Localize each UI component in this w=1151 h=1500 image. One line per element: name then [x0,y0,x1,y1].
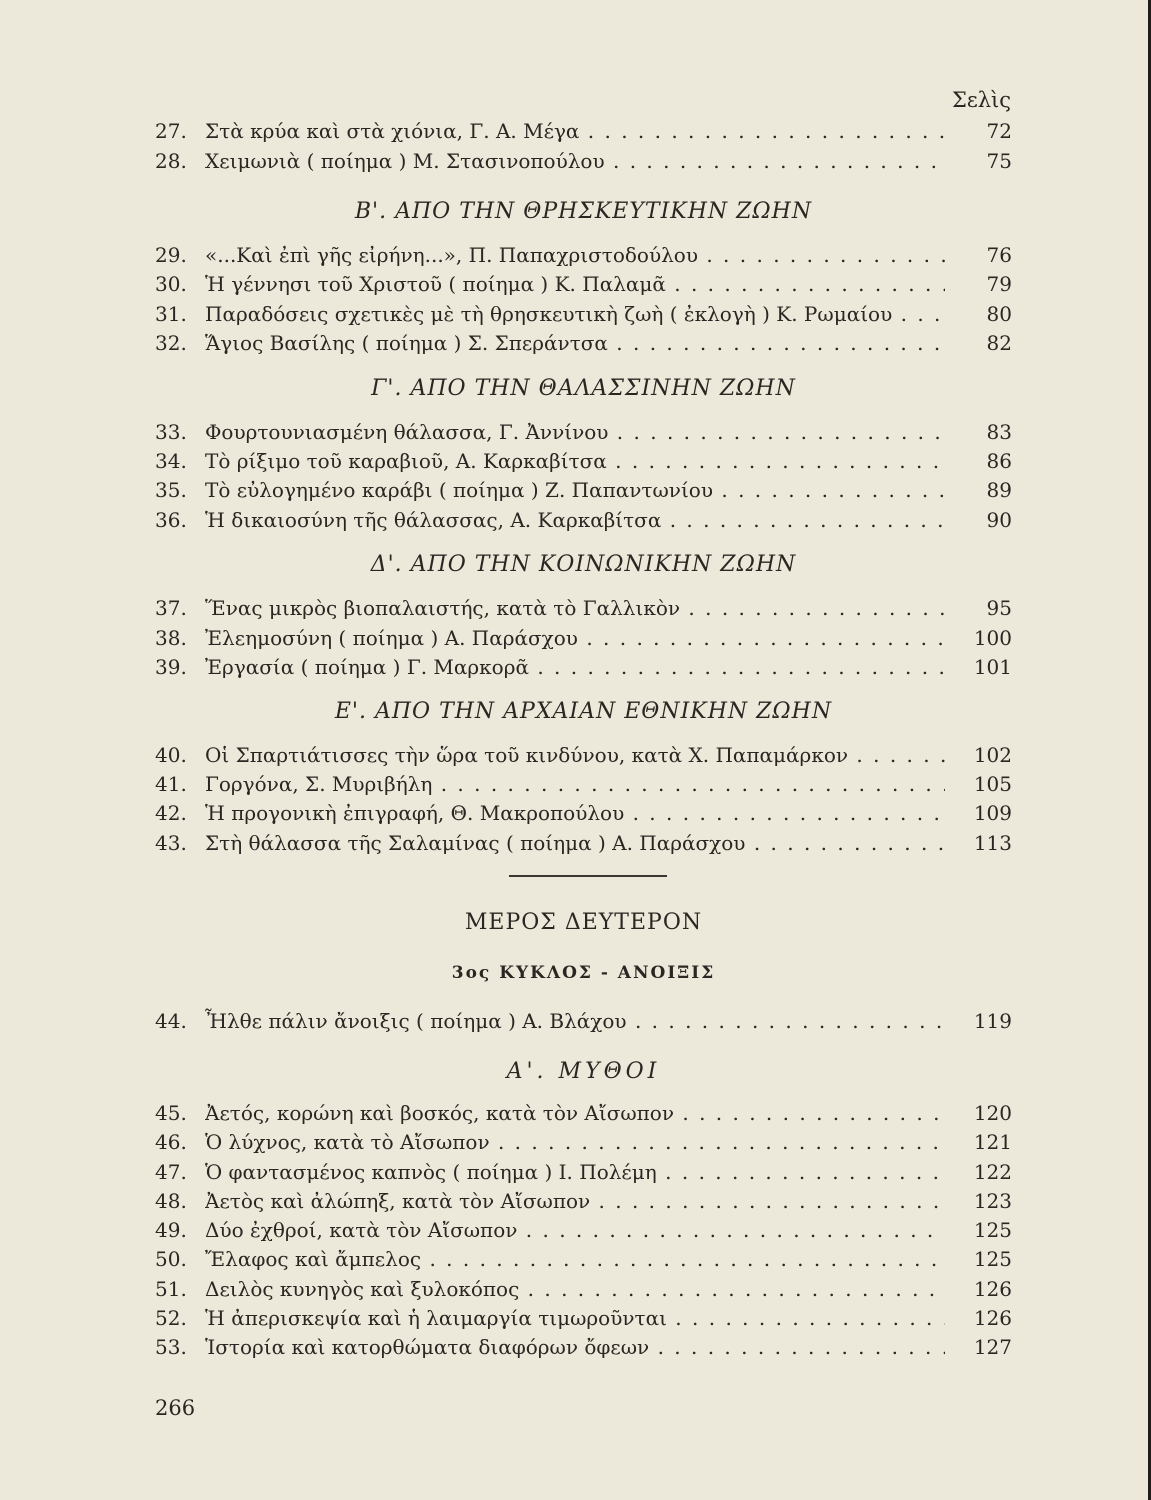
toc-entry [155,769,1012,799]
section-divider [509,875,667,877]
toc-entry [155,1244,1012,1274]
entry-title: Ἀετὸς καὶ ἀλώπηξ, κατὰ τὸν Αἴσωπον . . . [205,1186,945,1216]
entry-page: 121 [973,1130,1012,1154]
entry-page: 75 [986,149,1012,173]
entry-title: Ἡ προγονικὴ ἐπιγραφή, Θ. Μακροπούλου . . . [205,798,945,828]
entry-title: Ἕνας μικρὸς βιοπαλαιστής, κατὰ τὸ Γαλλικὸν . . . [205,593,945,623]
entry-title: Ἡ δικαιοσύνη τῆς θάλασσας, Α. Καρκαβίτσα . . . [205,505,945,535]
entry-title: Ἦλθε πάλιν ἄνοιξις ( ποίημα ) Α. Βλάχου . . . [205,1006,945,1036]
entry-page: 101 [973,655,1012,679]
entry-number: 34. [155,449,187,473]
entry-page: 82 [986,331,1012,355]
entry-title: Παραδόσεις σχετικὲς μὲ τὴ θρησκευτικὴ ζωὴ ( ἐκλογὴ ) Κ. Ρωμαίου . . . [205,299,945,329]
entry-page: 83 [986,420,1012,444]
toc-entry [155,475,1012,505]
entry-page: 100 [973,626,1012,650]
entry-number: 35. [155,478,187,502]
toc-entry [155,299,1012,329]
section-heading: Α'. ΜΥΘΟΙ [506,1059,661,1084]
entry-title: Ἔλαφος καὶ ἄμπελος . . . [205,1244,945,1274]
entry-title: Ὁ λύχνος, κατὰ τὸ Αἴσωπον . . . [205,1127,945,1157]
entry-number: 48. [155,1189,187,1213]
entry-title: Ἱστορία καὶ κατορθώματα διαφόρων ὄφεων . . . [205,1332,945,1362]
entry-number: 50. [155,1247,187,1271]
entry-number: 43. [155,831,187,855]
section-heading: Δ'. ΑΠΟ ΤΗΝ ΚΟΙΝΩΝΙΚΗΝ ΖΩΗΝ [370,552,797,577]
entry-number: 45. [155,1101,187,1125]
entry-number: 52. [155,1306,187,1330]
entry-page: 123 [973,1189,1012,1213]
toc-entry [155,505,1012,535]
entry-number: 53. [155,1335,187,1359]
entry-title: «...Καὶ ἐπὶ γῆς εἰρήνη...», Π. Παπαχριστοδούλου . . . [205,240,945,270]
entry-number: 36. [155,508,187,532]
entry-number: 27. [155,119,187,143]
entry-number: 42. [155,801,187,825]
entry-page: 122 [973,1160,1012,1184]
entry-page: 89 [986,478,1012,502]
entry-page: 86 [986,449,1012,473]
entry-page: 76 [986,243,1012,267]
entry-title: Δύο ἐχθροί, κατὰ τὸν Αἴσωπον . . . [205,1215,945,1245]
toc-entry [155,116,1012,146]
entry-title: Τὸ εὐλογημένο καράβι ( ποίημα ) Ζ. Παπαντωνίου . . . [205,475,945,505]
toc-entry [155,828,1012,858]
toc-entry [155,328,1012,358]
entry-page: 105 [973,772,1012,796]
entry-title: Στὰ κρύα καὶ στὰ χιόνια, Γ. Α. Μέγα . . . [205,116,945,146]
entry-page: 126 [973,1277,1012,1301]
entry-number: 47. [155,1160,187,1184]
toc-entry [155,593,1012,623]
entry-number: 31. [155,302,187,326]
entry-title: Στὴ θάλασσα τῆς Σαλαμίνας ( ποίημα ) Α. Παράσχου . . . [205,828,945,858]
toc-entry [155,417,1012,447]
toc-entry [155,1303,1012,1333]
entry-number: 29. [155,243,187,267]
toc-entry [155,1186,1012,1216]
entry-number: 49. [155,1218,187,1242]
entry-page: 80 [986,302,1012,326]
toc-entry [155,146,1012,176]
entry-number: 39. [155,655,187,679]
toc-entry [155,269,1012,299]
page-number: 266 [155,1396,196,1420]
entry-title: Γοργόνα, Σ. Μυριβήλη . . . [205,769,945,799]
entry-page: 102 [973,743,1012,767]
entry-number: 40. [155,743,187,767]
entry-page: 126 [973,1306,1012,1330]
entry-page: 90 [986,508,1012,532]
toc-entry [155,1098,1012,1128]
toc-entry [155,798,1012,828]
entry-title: Ἅγιος Βασίλης ( ποίημα ) Σ. Σπεράντσα . . . [205,328,945,358]
entry-number: 33. [155,420,187,444]
entry-page: 120 [973,1101,1012,1125]
entry-title: Δειλὸς κυνηγὸς καὶ ξυλοκόπος . . . [205,1274,945,1304]
toc-entry [155,652,1012,682]
entry-title: Ἡ γέννησι τοῦ Χριστοῦ ( ποίημα ) Κ. Παλαμᾶ . . . [205,269,945,299]
toc-entry [155,1127,1012,1157]
part-title: ΜΕΡΟΣ ΔΕΥΤΕΡΟΝ [464,910,703,935]
entry-title: Ἀετός, κορώνη καὶ βοσκός, κατὰ τὸν Αἴσωπον . . . [205,1098,945,1128]
entry-number: 51. [155,1277,187,1301]
entry-page: 127 [973,1335,1012,1359]
toc-entry [155,740,1012,770]
entry-number: 28. [155,149,187,173]
entry-page: 95 [986,596,1012,620]
entry-number: 37. [155,596,187,620]
toc-entry [155,1274,1012,1304]
column-header-page: Σελὶς [952,88,1012,112]
entry-number: 38. [155,626,187,650]
entry-number: 46. [155,1130,187,1154]
toc-entry [155,446,1012,476]
cycle-title: 3ος ΚΥΚΛΟΣ - ΑΝΟΙΞΙΣ [451,963,716,983]
toc-entry [155,623,1012,653]
entry-page: 125 [973,1218,1012,1242]
entry-title: Τὸ ρίξιμο τοῦ καραβιοῦ, Α. Καρκαβίτσα . . . [205,446,945,476]
toc-entry [155,240,1012,270]
toc-entry [155,1332,1012,1362]
section-heading: Ε'. ΑΠΟ ΤΗΝ ΑΡΧΑΙΑΝ ΕΘΝΙΚΗΝ ΖΩΗΝ [334,699,833,724]
section-heading: Β'. ΑΠΟ ΤΗΝ ΘΡΗΣΚΕΥΤΙΚΗΝ ΖΩΗΝ [354,199,813,224]
entry-title: Χειμωνιὰ ( ποίημα ) Μ. Στασινοπούλου . . . [205,146,945,176]
entry-title: Φουρτουνιασμένη θάλασσα, Γ. Ἀννίνου . . . [205,417,945,447]
entry-page: 119 [973,1009,1012,1033]
entry-number: 44. [155,1009,187,1033]
entry-page: 79 [986,272,1012,296]
entry-number: 32. [155,331,187,355]
entry-title: Ἡ ἀπερισκεψία καὶ ἡ λαιμαργία τιμωροῦνται . . . [205,1303,945,1333]
entry-title: Ἐλεημοσύνη ( ποίημα ) Α. Παράσχου . . . [205,623,945,653]
section-heading: Γ'. ΑΠΟ ΤΗΝ ΘΑΛΑΣΣΙΝΗΝ ΖΩΗΝ [371,376,796,401]
toc-entry [155,1157,1012,1187]
entry-title: Ὁ φαντασμένος καπνὸς ( ποίημα ) Ι. Πολέμη . . . [205,1157,945,1187]
entry-page: 109 [973,801,1012,825]
entry-page: 72 [986,119,1012,143]
toc-entry [155,1215,1012,1245]
entry-number: 30. [155,272,187,296]
entry-title: Οἱ Σπαρτιάτισσες τὴν ὥρα τοῦ κινδύνου, κατὰ Χ. Παπαμάρκον . . . [205,740,945,770]
entry-page: 113 [973,831,1012,855]
entry-page: 125 [973,1247,1012,1271]
toc-entry [155,1006,1012,1036]
entry-number: 41. [155,772,187,796]
entry-title: Ἐργασία ( ποίημα ) Γ. Μαρκορᾶ . . . [205,652,945,682]
